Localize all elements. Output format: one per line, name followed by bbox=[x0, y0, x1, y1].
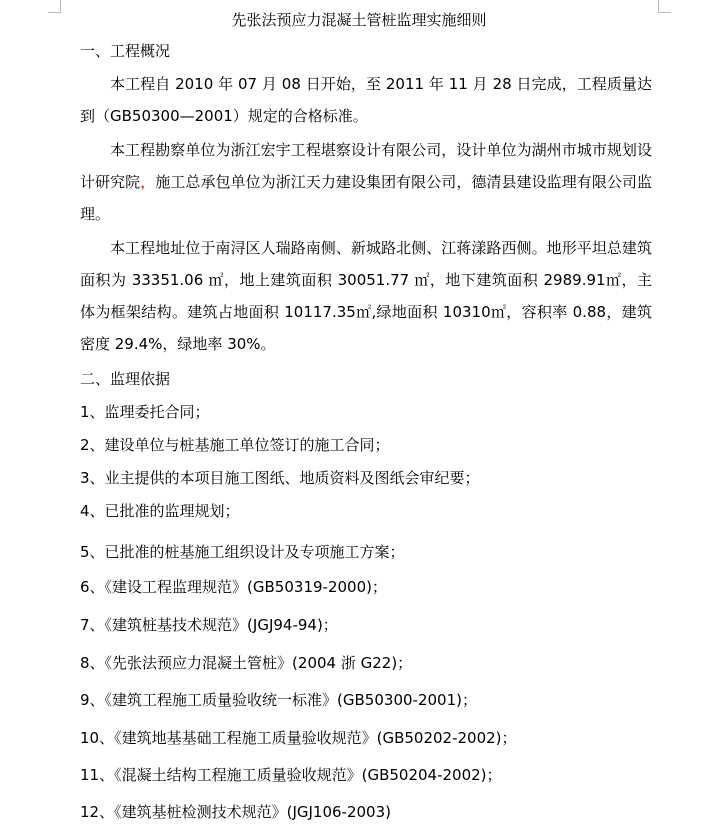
basis-item: 11、《混凝土结构工程施工质量验收规范》(GB50204-2002)； bbox=[80, 766, 502, 784]
basis-item: 12、《建筑基桩检测技术规范》(JGJ106-2003) bbox=[80, 803, 391, 821]
section-heading-overview: 一、工程概况 bbox=[80, 42, 171, 60]
basis-item: 3、业主提供的本项目施工图纸、地质资料及图纸会审纪要； bbox=[80, 469, 480, 487]
overview-paragraph-2-text bbox=[80, 134, 652, 230]
overview-paragraph-1-text: 本工程自 2010 年 07 月 08 日开始，至 2011 年 11 月 28 日完成，工程质量达到（GB50300—2001）规定的合格标准。 bbox=[80, 75, 652, 125]
basis-item: 5、已批准的桩基施工组织设计及专项施工方案； bbox=[80, 543, 405, 561]
document-title: 先张法预应力混凝土管桩监理实施细则 bbox=[231, 11, 487, 29]
overview-paragraph-2 bbox=[80, 134, 652, 230]
basis-item: 10、《建筑地基基础工程施工质量验收规范》(GB50202-2002)； bbox=[80, 729, 517, 747]
overview-paragraph-1 bbox=[80, 68, 652, 132]
overview-paragraph-2-mark: ， bbox=[140, 173, 156, 191]
basis-item: 8、《先张法预应力混凝土管桩》(2004 浙 G22)； bbox=[80, 654, 413, 672]
overview-paragraph-2-part-b: 施工总承包单位为浙江天力建设集团有限公司，德清县建设监理有限公司监理。 bbox=[80, 173, 652, 223]
basis-item: 7、《建筑桩基技术规范》(JGJ94-94)； bbox=[80, 616, 338, 634]
basis-item: 2、建设单位与桩基施工单位签订的施工合同； bbox=[80, 436, 390, 454]
basis-item: 4、已批准的监理规划； bbox=[80, 502, 240, 520]
basis-item: 1、监理委托合同； bbox=[80, 403, 210, 421]
overview-paragraph-2-part-a: 本工程勘察单位为浙江宏宇工程堪察设计有限公司，设计单位为湖州市城市规划设计研究院 bbox=[80, 141, 652, 191]
basis-item: 6、《建设工程监理规范》(GB50319-2000)； bbox=[80, 578, 387, 596]
overview-paragraph-3-text: 本工程地址位于南浔区人瑞路南侧、新城路北侧、江蒋漾路西侧。地形平坦总建筑面积为 33351.06 ㎡，地上建筑面积 30051.77 ㎡，地下建筑面积 2989.91㎡，主体为框架结构。建筑占地面积 10117.35㎡,绿地面积 10310㎡，容积率 0.88，建筑密度 29.4%，绿地率 30%。 bbox=[80, 239, 652, 353]
section-heading-basis: 二、监理依据 bbox=[80, 370, 171, 388]
overview-paragraph-3 bbox=[80, 232, 652, 360]
basis-item: 9、《建筑工程施工质量验收统一标准》(GB50300-2001)； bbox=[80, 691, 477, 709]
